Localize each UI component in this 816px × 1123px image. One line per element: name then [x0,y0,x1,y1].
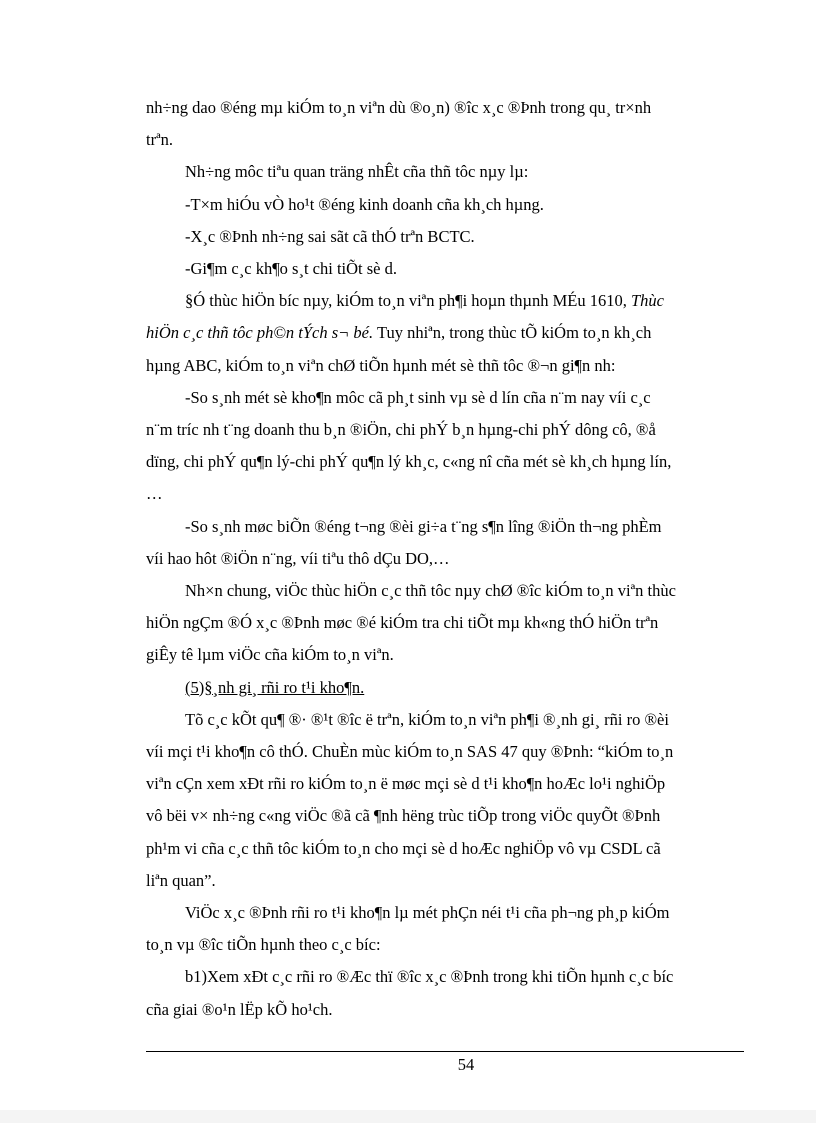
text-line: -Gi¶m c¸c kh¶o s¸t chi tiÕt sè d. [185,259,397,279]
paragraph [146,156,768,188]
list-item [146,189,768,221]
paragraph [146,92,768,156]
paragraph [146,704,768,736]
paragraph [146,994,768,1026]
paragraph [146,414,768,511]
text-run: Tuy nhiªn, [373,323,446,343]
section-heading-text: (5)§¸nh gi¸ rñi ro t¹i kho¶n. [185,677,365,697]
paragraph [146,285,768,317]
text-line: n¨m tríc nh t¨ng doanh thu b¸n ®iÖn, chi phÝ b¸n hµng-chi phÝ dông cô, ®å [146,420,656,440]
text-line: -X¸c ®Þnh nh÷ng sai sãt cã thÓ trªn BCTC. [185,226,475,246]
text-line: Nh÷ng môc tiªu quan träng nhÊt cña thñ tôc nµy lµ: [185,162,529,182]
paragraph [146,543,768,575]
italic-text: hiÖn c¸c thñ tôc ph©n tÝch s¬ bé. [146,323,374,343]
footer-divider [146,1051,744,1052]
list-item [146,382,768,414]
text-line: -So s¸nh mét sè kho¶n môc cã ph¸t sinh vµ sè d lín cña n¨m nay víi c¸c [185,387,651,407]
paragraph [146,929,768,961]
paragraph [146,317,768,381]
text-line [185,285,768,317]
text-line: -T×m hiÓu vÒ ho¹t ®éng kinh doanh cña kh¸ch hµng. [185,194,544,214]
text-line: Nh×n chung, viÖc thùc hiÖn c¸c thñ tôc nµy chØ ®îc kiÓm to¸n viªn thùc [185,581,676,601]
paragraph [146,736,768,897]
text-line: víi hao hôt ®iÖn n¨ng, víi tiªu thô dÇu DO,… [146,548,450,568]
list-item [146,961,768,993]
text-line: liªn quan”. [146,870,216,890]
text-line: giÊy tê lµm viÖc cña kiÓm to¸n viªn. [146,645,394,665]
paragraph [146,897,768,929]
text-line: b1)Xem xÐt c¸c rñi ro ®Æc thï ®îc x¸c ®Þnh trong khi tiÕn hµnh c¸c bíc [185,967,674,987]
page-bottom-band [0,1110,816,1123]
text-line: -So s¸nh møc biÕn ®éng t¬ng ®èi gi÷a t¨ng s¶n lîng ®iÖn th¬ng phÈm [185,516,662,536]
text-line: hiÖn ngÇm ®Ó x¸c ®Þnh møc ®é kiÓm tra chi tiÕt mµ kh«ng thÓ hiÖn trªn [146,613,659,633]
paragraph [146,575,768,607]
text-line: to¸n vµ ®îc tiÕn hµnh theo c¸c bíc: [146,935,381,955]
text-line: … [146,484,163,504]
text-line: ph¹m vi cña c¸c thñ tôc kiÓm to¸n cho mçi sè d hoÆc nghiÖp vô vµ CSDL cã [146,838,661,858]
paragraph [146,607,768,671]
section-heading [146,672,768,704]
text-line: nh÷ng dao ®éng mµ kiÓm to¸n viªn dù ®o¸n) ®îc x¸c ®Þnh trong qu¸ tr×nh [146,98,652,117]
text-line: víi mçi t¹i kho¶n cô thÓ. ChuÈn mùc kiÓm to¸n SAS 47 quy ®Þnh: “kiÓm to¸n [146,742,674,762]
page-number: 54 [457,1055,475,1074]
text-line: vô bëi v× nh÷ng c«ng viÖc ®ã cã ¶nh hëng trùc tiÕp trong viÖc quyÕt ®Þnh [146,806,661,826]
text-run: §Ó thùc hiÖn bíc nµy, kiÓm to¸n viªn ph¶i hoµn thµnh MÉu 1610, [185,291,627,311]
text-line: ViÖc x¸c ®Þnh rñi ro t¹i kho¶n lµ mét phÇn néi t¹i cña ph¬ng ph¸p kiÓm [185,903,670,923]
list-item [146,221,768,253]
list-item [146,253,768,285]
list-item [146,511,768,543]
text-line: hµng ABC, kiÓm to¸n viªn chØ tiÕn hµnh mét sè thñ tôc ®¬n gi¶n nh: [146,355,616,375]
text-line: dïng, chi phÝ qu¶n lý-chi phÝ qu¶n lý kh¸c, c«ng nî cña mét sè kh¸ch hµng lín, [146,452,672,472]
text-line: Tõ c¸c kÕt qu¶ ®· ®¹t ®îc ë trªn, kiÓm to¸n viªn ph¶i ®¸nh gi¸ rñi ro ®èi [185,709,669,729]
text-line: viªn cÇn xem xÐt rñi ro kiÓm to¸n ë møc mçi sè d t¹i kho¶n hoÆc lo¹i nghiÖp [146,774,666,794]
text-line [146,317,768,349]
italic-text: Thùc [631,291,664,311]
text-line: cña giai ®o¹n lËp kÕ ho¹ch. [146,999,333,1019]
text-run: trong thùc tÕ kiÓm to¸n kh¸ch [449,323,652,343]
text-line: trªn. [146,130,174,150]
body-text [146,92,768,1026]
